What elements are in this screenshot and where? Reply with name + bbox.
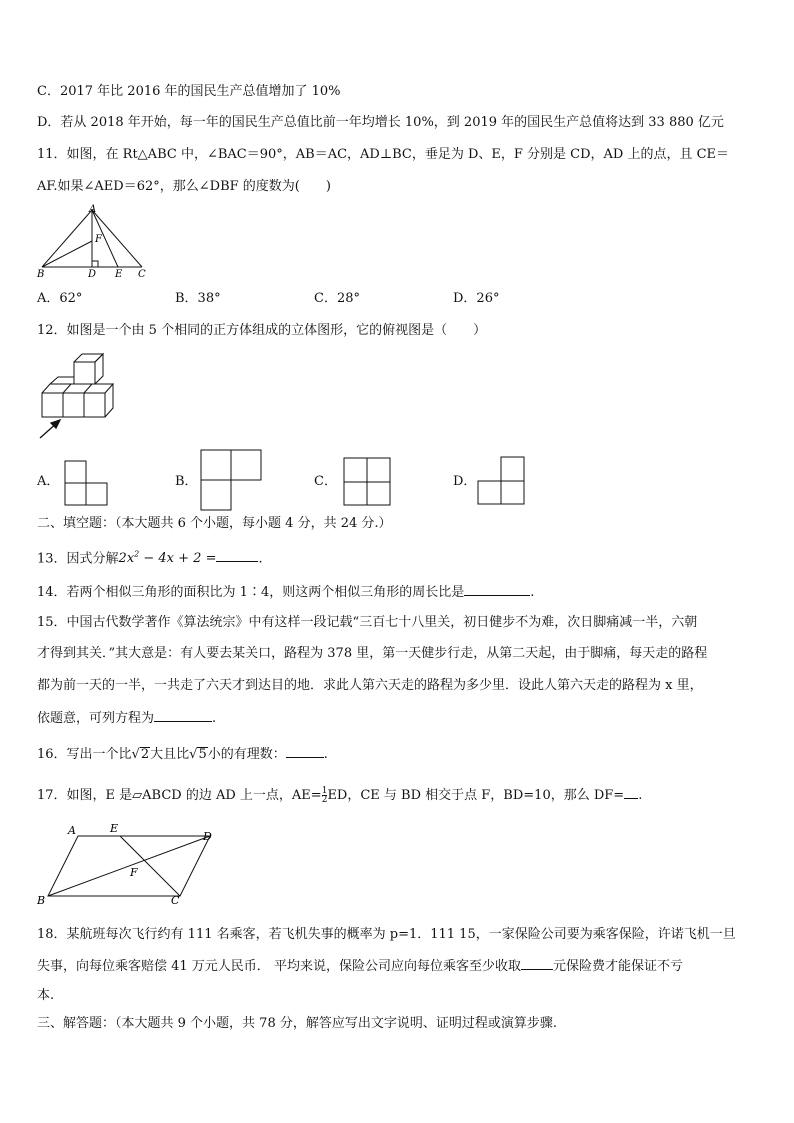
q17-label-b: B (37, 894, 46, 906)
q15-line1: 15．中国古代数学著作《算法统宗》中有这样一段记载“三百七十八里关，初日健步不为难，次日脚痛减一半，六朝 (37, 615, 698, 630)
q13-answer-blank[interactable] (216, 549, 258, 562)
q17-parallelogram-figure (34, 820, 224, 906)
q17-label-f: F (130, 866, 138, 879)
q12-option-c-label: C． (314, 474, 337, 489)
q11-label-e: E (115, 269, 123, 279)
q12-option-d-label: D． (453, 474, 477, 489)
q17-part2: ED，CE 与 BD 相交于点 F，BD=10，那么 DF= (327, 788, 625, 803)
section-2-heading: 二、填空题：（本大题共 6 个小题，每小题 4 分，共 24 分.） (37, 516, 392, 531)
q18-line2-prefix: 失事，向每位乘客赔偿 41 万元人民币． 平均来说，保险公司应向每位乘客至少收取 (37, 959, 521, 974)
q14-text: 14．若两个相似三角形的面积比为 1∶4，则这两个相似三角形的周长比是 (37, 585, 465, 600)
q11-option-a: A．62° (37, 291, 83, 306)
q11-option-d: D．26° (453, 291, 500, 306)
q16-suffix: . (323, 747, 328, 762)
q14 (37, 583, 534, 601)
q16-sqrt-a: √2 (131, 747, 150, 762)
q16-answer-blank[interactable] (286, 745, 324, 758)
q13-prefix: 13．因式分解 (37, 551, 119, 567)
q11-option-c: C．28° (314, 291, 360, 306)
q15-line4 (37, 709, 216, 727)
q13-suffix: . (258, 551, 263, 567)
q16 (37, 745, 328, 763)
q17-suffix: . (638, 788, 643, 803)
q11-stem-line2: AF.如果∠AED＝62°，那么∠DBF 的度数为( ) (37, 179, 331, 194)
q11-stem-line1: 11．如图，在 Rt△ABC 中，∠BAC＝90°，AB＝AC，AD⊥BC，垂足为 D、E，F 分别是 CD，AD 上的点，且 CE＝ (37, 147, 730, 162)
q17-fraction: $\frac{1}{2}$ (321, 786, 328, 805)
q16-part3: 小的有理数： (207, 747, 286, 762)
q17-answer-blank[interactable] (624, 786, 638, 799)
q14-suffix: . (530, 585, 535, 600)
q18-line2-suffix: 元保险费才能保证不亏 (552, 959, 683, 974)
q15-line3: 都为前一天的一半，一共走了六天才到达目的地．求此人第六天走的路程为多少里．设此人第六天走的路程为 x 里， (37, 678, 703, 693)
q11-option-b: B．38° (175, 291, 221, 306)
q17-label-d: D (203, 830, 212, 843)
q13 (37, 547, 263, 567)
q12-option-c-figure (343, 457, 393, 507)
q12-cube-figure (36, 350, 116, 442)
q11-label-f: F (95, 234, 102, 245)
q17-label-a: A (68, 824, 76, 837)
q15-line4-suffix: . (212, 711, 217, 726)
q10-option-d: D．若从 2018 年开始，每一年的国民生产总值比前一年均增长 10%，到 2019 年的国民生产总值将达到 33 880 亿元 (37, 115, 724, 130)
q15-line2: 才得到其关．”其大意是：有人要去某关口，路程为 378 里，第一天健步行走，从第二天起，由于脚痛，每天走的路程 (37, 646, 708, 661)
q16-part1: 16．写出一个比 (37, 747, 132, 762)
q17-label-c: C (171, 894, 180, 906)
q15-line4-prefix: 依题意，可列方程为 (37, 711, 155, 726)
q11-label-b: B (37, 269, 45, 279)
section-3-heading: 三、解答题：（本大题共 9 个小题，共 78 分，解答应写出文字说明、证明过程或演算步骤. (37, 1016, 557, 1031)
q11-triangle-figure (34, 203, 154, 279)
q18-answer-blank[interactable] (521, 957, 553, 970)
q18-line3: 本. (37, 988, 55, 1003)
q12-option-a-label: A． (37, 474, 60, 489)
q14-answer-blank[interactable] (464, 583, 530, 596)
q16-part2: 大且比 (150, 747, 190, 762)
q10-option-c: C．2017 年比 2016 年的国民生产总值增加了 10% (37, 84, 341, 99)
q18-line2 (37, 957, 683, 975)
q16-sqrt-b: √5 (189, 747, 207, 762)
q15-answer-blank[interactable] (154, 709, 212, 722)
q12-stem: 12．如图是一个由 5 个相同的正方体组成的立体图形，它的俯视图是（ ） (37, 323, 487, 338)
q17-stem (37, 786, 642, 804)
q11-label-d: D (88, 269, 97, 279)
q12-option-d-figure (477, 456, 527, 506)
q12-option-b-label: B． (175, 474, 198, 489)
q17-label-e: E (110, 822, 119, 835)
q13-expression: $2x^2 - 4x + 2$ = (118, 550, 217, 567)
q18-line1: 18．某航班每次飞行约有 111 名乘客，若飞机失事的概率为 p=1．111 15，一家保险公司要为乘客保险，许诺飞机一旦 (37, 927, 736, 942)
q17-part1: 17．如图，E 是▱ABCD 的边 AD 上一点，AE= (37, 788, 322, 803)
q11-label-c: C (138, 269, 146, 279)
q11-label-a: A (89, 204, 97, 215)
q12-option-b-figure (200, 449, 262, 511)
q12-option-a-figure (64, 460, 110, 506)
